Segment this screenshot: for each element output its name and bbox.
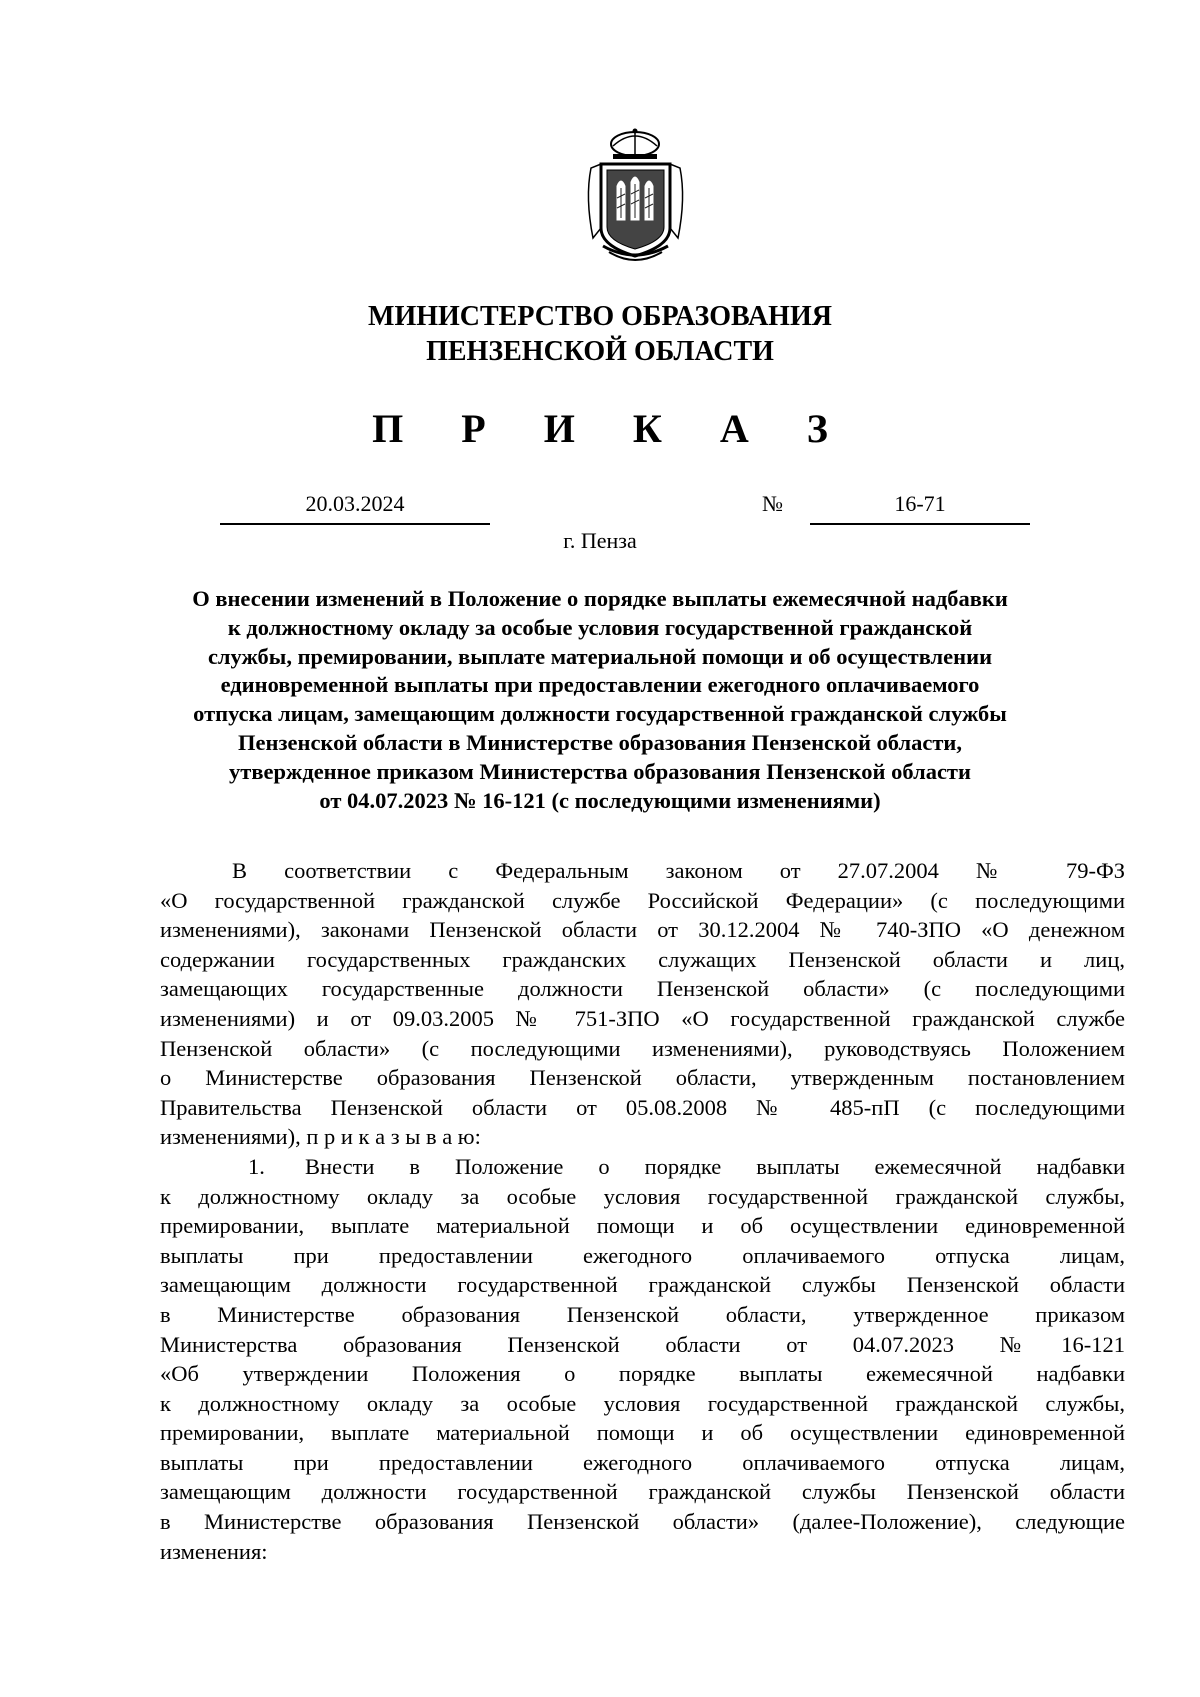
item-1-line: Министерства образования Пензенской области от 04.07.2023 №16-121 bbox=[160, 1331, 1125, 1357]
item-number: 1. bbox=[248, 1153, 265, 1179]
number-underline bbox=[810, 523, 1030, 525]
item-1-line: замещающим должности государственной гражданской службы Пензенской области bbox=[160, 1272, 1125, 1298]
item-1-text: Внести в Положение о порядке выплаты ежемесячной надбавки bbox=[305, 1153, 1125, 1179]
subject-line: к должностному окладу за особые условия государственной гражданской bbox=[227, 614, 973, 640]
item-1-line: премировании, выплате материальной помощи и об осуществлении единовременной bbox=[160, 1213, 1125, 1239]
date-underline bbox=[220, 523, 490, 525]
preamble-line: Правительства Пензенской области от 05.08.2008 № 485-пП (с последующими bbox=[160, 1094, 1125, 1120]
preamble-line: Пензенской области» (с последующими изменениями), руководствуясь Положением bbox=[160, 1035, 1125, 1061]
item-1-line: в Министерстве образования Пензенской области» (далее-Положение), следующие bbox=[160, 1509, 1125, 1535]
item-1-line: к должностному окладу за особые условия государственной гражданской службы, bbox=[160, 1183, 1125, 1209]
item-1-first-line bbox=[160, 1152, 1125, 1182]
order-subject bbox=[140, 585, 1060, 815]
document-type-title: П Р И К А З bbox=[372, 406, 852, 451]
item-1-line: к должностному окладу за особые условия государственной гражданской службы, bbox=[160, 1390, 1125, 1416]
order-number: 16-71 bbox=[894, 491, 946, 516]
city-name: г. Пенза bbox=[563, 528, 637, 553]
preamble-line: изменениями) и от 09.03.2005 № 751-ЗПО «О государственной гражданской службе bbox=[160, 1005, 1125, 1031]
order-date: 20.03.2024 bbox=[305, 491, 405, 516]
preamble-line: о Министерстве образования Пензенской области, утвержденным постановлением bbox=[160, 1065, 1125, 1091]
preamble-line: содержании государственных гражданских служащих Пензенской области и лиц, bbox=[160, 946, 1125, 972]
subject-line: О внесении изменений в Положение о порядке выплаты ежемесячной надбавки bbox=[192, 586, 1008, 611]
subject-line: службы, премировании, выплате материальной помощи и об осуществлении bbox=[207, 643, 993, 669]
preamble-line: замещающих государственные должности Пензенской области» (с последующими bbox=[160, 976, 1125, 1002]
item-1-line: «Об утверждении Положения о порядке выплаты ежемесячной надбавки bbox=[160, 1361, 1125, 1387]
organization-name-line1: МИНИСТЕРСТВО ОБРАЗОВАНИЯ bbox=[368, 301, 832, 332]
item-1-line: выплаты при предоставлении ежегодного оплачиваемого отпуска лицам, bbox=[160, 1242, 1125, 1268]
item-1-line: в Министерстве образования Пензенской области, утвержденное приказом bbox=[160, 1301, 1125, 1327]
preamble-line: «О государственной гражданской службе Российской Федерации» (с последующими bbox=[160, 887, 1125, 913]
preamble-line: изменениями), п р и к а з ы в а ю: bbox=[160, 1124, 481, 1150]
subject-line: отпуска лицам, замещающим должности государственной гражданской службы bbox=[193, 701, 1007, 727]
preamble-line: изменениями), законами Пензенской области от 30.12.2004 № 740-ЗПО «О денежном bbox=[160, 917, 1125, 943]
item-1-line: изменения: bbox=[160, 1538, 268, 1564]
preamble-line: В соответствии с Федеральным законом от 27.07.2004 № 79-ФЗ bbox=[232, 858, 1125, 883]
subject-line: единовременной выплаты при предоставлении ежегодного оплачиваемого bbox=[220, 672, 980, 698]
penza-coat-of-arms-icon bbox=[583, 128, 688, 266]
organization-name-line2: ПЕНЗЕНСКОЙ ОБЛАСТИ bbox=[426, 336, 774, 367]
item-1-line: замещающим должности государственной гражданской службы Пензенской области bbox=[160, 1479, 1125, 1505]
subject-line: Пензенской области в Министерстве образования Пензенской области, bbox=[238, 729, 962, 755]
item-1-line: выплаты при предоставлении ежегодного оплачиваемого отпуска лицам, bbox=[160, 1449, 1125, 1475]
order-body bbox=[160, 856, 1125, 1566]
subject-line: от 04.07.2023 № 16-121 (с последующими изменениями) bbox=[319, 787, 881, 813]
subject-line: утвержденное приказом Министерства образования Пензенской области bbox=[229, 758, 971, 784]
item-1-line: премировании, выплате материальной помощи и об осуществлении единовременной bbox=[160, 1420, 1125, 1446]
number-sign: № bbox=[762, 491, 783, 516]
